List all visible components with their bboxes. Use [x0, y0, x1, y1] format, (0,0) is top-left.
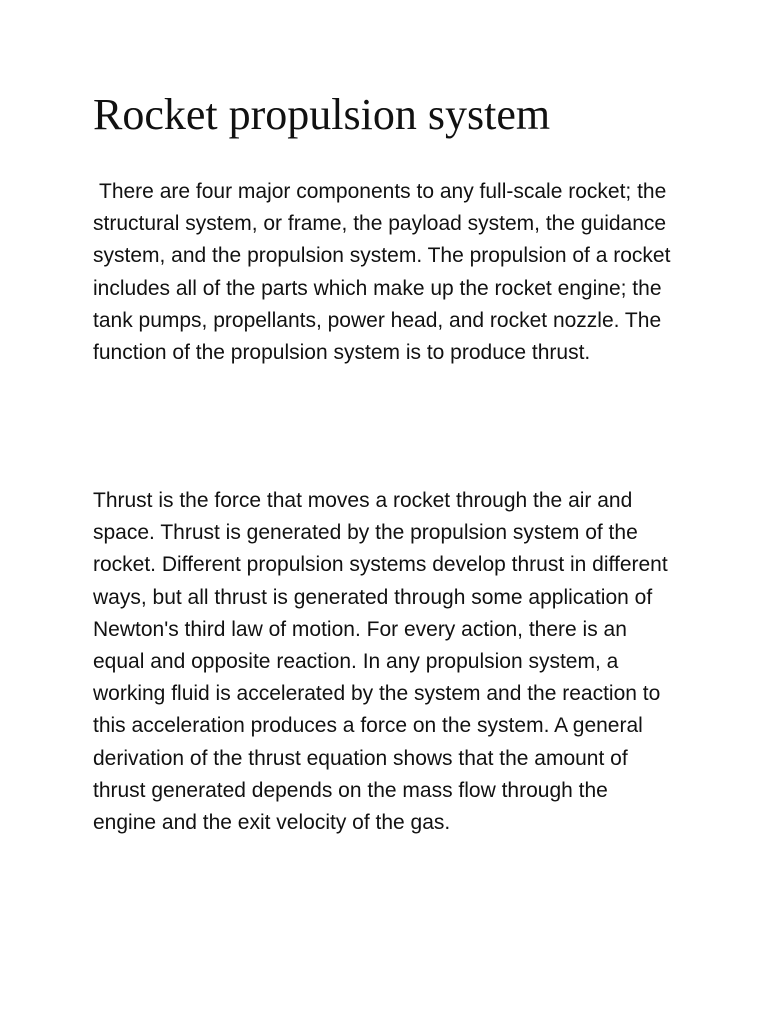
paragraph-components: There are four major components to any full-scale rocket; the structural system, or frame, the payload system, the guidance system, and the propulsion system. The propulsion of a rocket includes all of the parts which make up the rocket engine; the tank pumps, propellants, power head, and rocket nozzle. The function of the propulsion system is to produce thrust.: [93, 180, 671, 365]
paragraph-thrust: Thrust is the force that moves a rocket through the air and space. Thrust is generated by the propulsion system of the rocket. Different propulsion systems develop thrust in different ways, but all thrust is generated through some application of Newton's third law of motion. For every action, there is an equal and opposite reaction. In any propulsion system, a working fluid is accelerated by the system and the reaction to this acceleration produces a force on the system. A general derivation of the thrust equation shows that the amount of thrust generated depends on the mass flow through the engine and the exit velocity of the gas.: [93, 489, 668, 835]
document-title: Rocket propulsion system: [93, 90, 551, 139]
